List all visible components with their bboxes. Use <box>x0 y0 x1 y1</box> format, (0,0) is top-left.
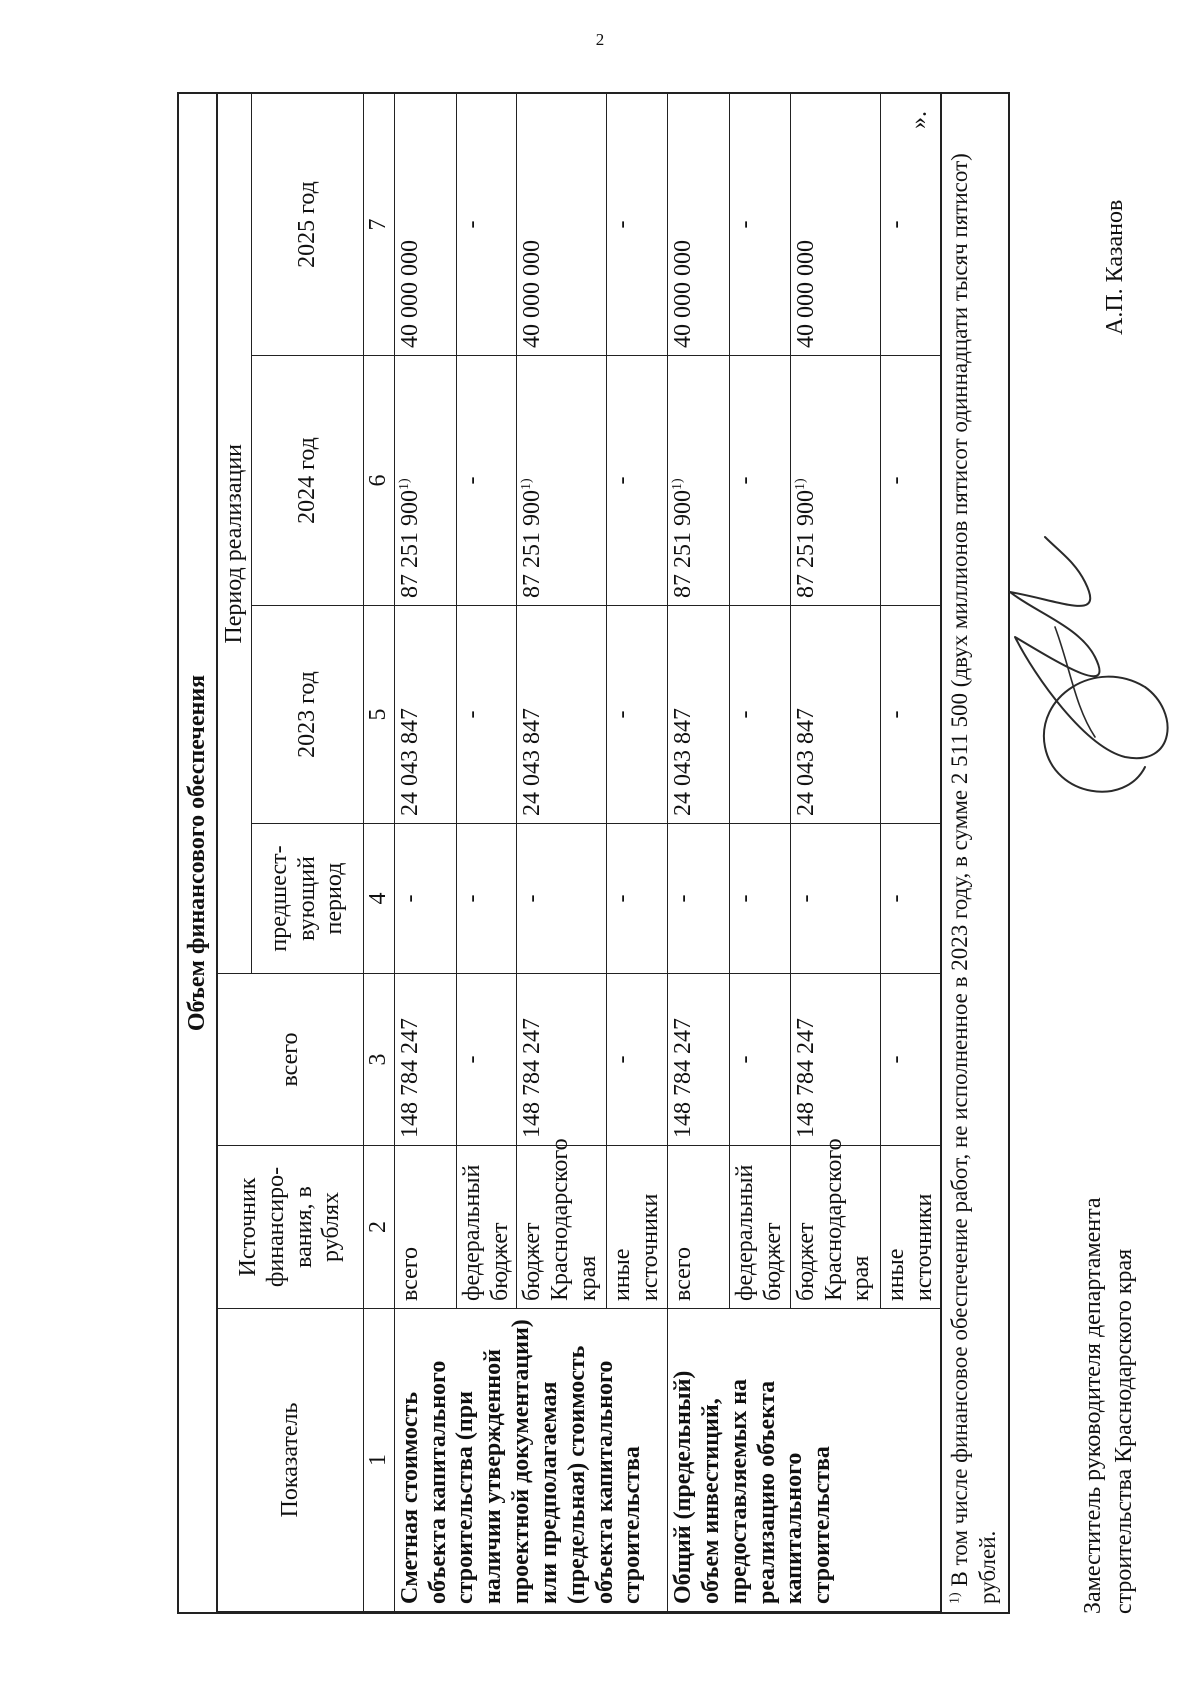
footnote-ref: 1) <box>519 478 535 490</box>
closing-quote: ». <box>906 111 932 129</box>
header-2023: 2023 год <box>252 606 364 824</box>
footnote-text: В том числе финансовое обеспечение работ, не исполненное в 2023 году, в сумме 2 511 500 (двух миллионов пятисот одиннадцати тысяч пятисот) рублей. <box>947 153 1001 1604</box>
y2025-cell: 40 000 000 <box>517 93 607 355</box>
y2024-value: 87 251 900 <box>396 490 423 598</box>
column-number: 3 <box>364 974 395 1146</box>
table-row <box>668 93 730 1611</box>
header-previous-period: предшест-вующий период <box>252 824 364 974</box>
previous-cell: - <box>790 824 880 974</box>
previous-cell: - <box>517 824 607 974</box>
y2023-cell: - <box>880 606 941 824</box>
header-indicator: Показатель <box>218 1309 364 1612</box>
header-period: Период реализации <box>218 93 252 973</box>
source-cell: бюджет Краснодарского края <box>517 1146 607 1309</box>
y2024-cell <box>607 356 668 606</box>
table-row <box>394 93 456 1611</box>
y2023-cell: 24 043 847 <box>790 606 880 824</box>
column-number: 2 <box>364 1146 395 1309</box>
y2025-cell: - <box>880 93 941 355</box>
footnote-ref: 1) <box>792 478 808 490</box>
y2023-cell: - <box>607 606 668 824</box>
total-cell: 148 784 247 <box>394 974 456 1146</box>
source-cell: иные источники <box>880 1146 941 1309</box>
signatory-name: А.П. Казанов <box>1102 199 1128 335</box>
signatory-position-line: строительства Краснодарского края <box>1111 1248 1138 1614</box>
y2024-value: 87 251 900 <box>670 490 697 598</box>
header-2025: 2025 год <box>252 93 364 355</box>
total-cell: - <box>607 974 668 1146</box>
indicator-cell: Сметная стоимость объекта капитального строительства (при наличии утвержденной проектной документации) или предполагаемая (предельная) стоимость объекта капитального строительства <box>394 1309 667 1612</box>
y2024-cell <box>456 356 517 606</box>
y2025-cell: 40 000 000 <box>394 93 456 355</box>
y2024-cell <box>880 356 941 606</box>
footnote-mark: 1) <box>947 1592 963 1604</box>
indicator-cell: Общий (предельный) объем инвестиций, предоставляемых на реализацию объекта капитального строительства <box>668 1309 941 1612</box>
y2025-cell: - <box>730 93 791 355</box>
y2023-cell: 24 043 847 <box>517 606 607 824</box>
y2024-value: - <box>609 476 636 485</box>
y2024-cell <box>730 356 791 606</box>
page-number: 2 <box>595 30 605 49</box>
financing-table <box>217 93 941 1612</box>
total-cell: 148 784 247 <box>517 974 607 1146</box>
signatory-position <box>1078 1197 1140 1614</box>
y2023-cell: 24 043 847 <box>394 606 456 824</box>
previous-cell: - <box>730 824 791 974</box>
source-cell: всего <box>394 1146 456 1309</box>
table-footnote <box>941 94 1007 1612</box>
footnote-ref: 1) <box>396 478 412 490</box>
previous-cell: - <box>880 824 941 974</box>
y2024-value: - <box>882 476 909 485</box>
y2024-cell <box>668 356 730 606</box>
previous-cell: - <box>607 824 668 974</box>
column-number: 1 <box>364 1309 395 1612</box>
header-2024: 2024 год <box>252 356 364 606</box>
signatory-position-line: Заместитель руководителя департамента <box>1080 1197 1106 1614</box>
total-cell: 148 784 247 <box>668 974 730 1146</box>
column-number: 5 <box>364 606 395 824</box>
previous-cell: - <box>668 824 730 974</box>
total-cell: - <box>730 974 791 1146</box>
total-cell: - <box>456 974 517 1146</box>
table-title: Объем финансового обеспечения <box>179 94 217 1612</box>
previous-cell: - <box>456 824 517 974</box>
y2025-cell: - <box>456 93 517 355</box>
handwritten-signature <box>975 527 1195 827</box>
y2023-cell: 24 043 847 <box>668 606 730 824</box>
header-total: всего <box>218 974 364 1146</box>
header-source: Источник финансиро-вания, в рублях <box>218 1146 364 1309</box>
total-cell: - <box>880 974 941 1146</box>
column-number: 6 <box>364 356 395 606</box>
source-cell: всего <box>668 1146 730 1309</box>
source-cell: федеральный бюджет <box>456 1146 517 1309</box>
y2024-value: - <box>458 476 485 485</box>
y2025-cell: 40 000 000 <box>790 93 880 355</box>
column-number: 4 <box>364 824 395 974</box>
y2025-cell: 40 000 000 <box>668 93 730 355</box>
total-cell: 148 784 247 <box>790 974 880 1146</box>
y2025-cell: - <box>607 93 668 355</box>
financing-table-block <box>177 92 1010 1614</box>
y2024-cell <box>790 356 880 606</box>
y2024-cell <box>394 356 456 606</box>
y2024-value: 87 251 900 <box>519 490 546 598</box>
y2024-value: - <box>732 476 759 485</box>
footnote-ref: 1) <box>670 478 686 490</box>
source-cell: бюджет Краснодарского края <box>790 1146 880 1309</box>
y2023-cell: - <box>456 606 517 824</box>
previous-cell: - <box>394 824 456 974</box>
y2023-cell: - <box>730 606 791 824</box>
source-cell: иные источники <box>607 1146 668 1309</box>
source-cell: федеральный бюджет <box>730 1146 791 1309</box>
column-number: 7 <box>364 93 395 355</box>
y2024-value: 87 251 900 <box>792 490 819 598</box>
y2024-cell <box>517 356 607 606</box>
